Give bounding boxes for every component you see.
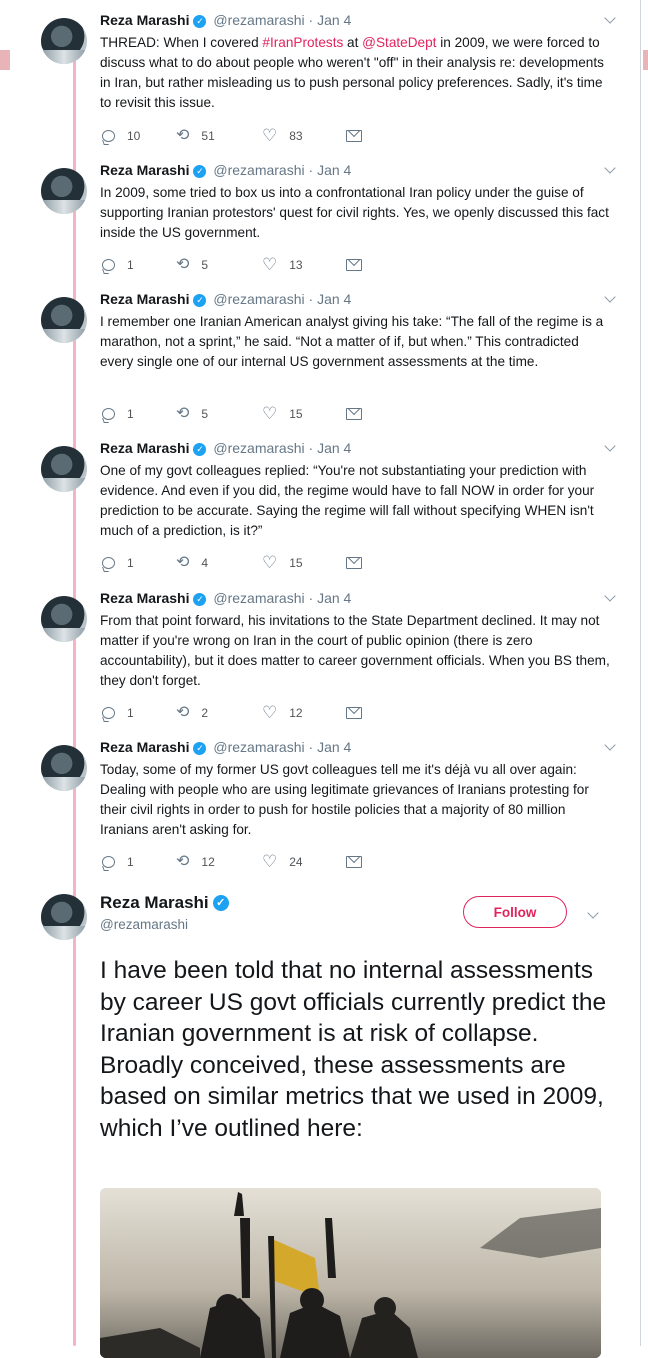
retweet-icon: ⟲ xyxy=(176,127,190,144)
like-button[interactable] xyxy=(262,853,303,871)
tweet-text-part: THREAD: When I covered xyxy=(100,35,263,50)
verified-badge-icon: ✓ xyxy=(193,15,206,28)
retweet-icon: ⟲ xyxy=(176,405,190,422)
envelope-icon xyxy=(346,259,362,271)
avatar[interactable] xyxy=(41,894,87,940)
envelope-icon xyxy=(346,130,362,142)
separator-dot: · xyxy=(308,162,314,178)
author-handle[interactable]: @rezamarashi xyxy=(213,162,305,178)
heart-icon: ♡ xyxy=(262,553,278,572)
retweet-button[interactable] xyxy=(176,704,208,722)
reply-button[interactable] xyxy=(102,704,134,722)
chevron-down-icon[interactable] xyxy=(604,739,615,750)
avatar[interactable] xyxy=(41,18,87,64)
verified-badge-icon: ✓ xyxy=(193,294,206,307)
reply-count: 1 xyxy=(127,258,134,272)
author-handle[interactable]: @rezamarashi xyxy=(213,739,305,755)
main-author-handle[interactable]: @rezamarashi xyxy=(100,917,188,932)
retweet-icon: ⟲ xyxy=(176,256,190,273)
avatar[interactable] xyxy=(41,446,87,492)
tweet-date[interactable]: Jan 4 xyxy=(317,162,352,178)
chevron-down-icon[interactable] xyxy=(604,440,615,451)
dm-button[interactable] xyxy=(346,256,374,274)
avatar[interactable] xyxy=(41,168,87,214)
dm-button[interactable] xyxy=(346,704,374,722)
retweet-count: 12 xyxy=(201,855,215,869)
avatar[interactable] xyxy=(41,745,87,791)
like-button[interactable] xyxy=(262,256,303,274)
like-button[interactable] xyxy=(262,127,303,145)
retweet-button[interactable] xyxy=(176,853,215,871)
tweet-photo[interactable] xyxy=(100,1188,601,1358)
reply-button[interactable] xyxy=(102,554,134,572)
separator-dot: · xyxy=(308,590,314,606)
author-handle[interactable]: @rezamarashi xyxy=(213,12,305,28)
tweet-header xyxy=(100,162,351,178)
retweet-count: 5 xyxy=(201,258,209,272)
dm-button[interactable] xyxy=(346,405,374,423)
envelope-icon xyxy=(346,707,362,719)
retweet-icon: ⟲ xyxy=(176,853,190,870)
separator-dot: · xyxy=(308,739,314,755)
background-page-edge xyxy=(0,50,10,70)
like-button[interactable] xyxy=(262,554,303,572)
retweet-icon: ⟲ xyxy=(176,554,190,571)
retweet-button[interactable] xyxy=(176,127,215,145)
separator-dot: · xyxy=(308,440,314,456)
avatar[interactable] xyxy=(41,297,87,343)
reply-count: 1 xyxy=(127,407,134,421)
envelope-icon xyxy=(346,557,362,569)
author-name[interactable]: Reza Marashi xyxy=(100,739,190,755)
tweet-text: In 2009, some tried to box us into a confrontational Iran policy under the guise of supporting Iranian protestors' quest for civil rights. Yes, we openly discussed this fact inside the US government. xyxy=(100,185,609,240)
author-name[interactable]: Reza Marashi xyxy=(100,893,209,912)
tweet-header xyxy=(100,590,351,606)
like-count: 24 xyxy=(289,855,303,869)
heart-icon: ♡ xyxy=(262,404,278,423)
retweet-count: 4 xyxy=(201,556,209,570)
reply-icon xyxy=(102,557,115,569)
chevron-down-icon[interactable] xyxy=(604,12,615,23)
heart-icon: ♡ xyxy=(262,255,278,274)
like-count: 83 xyxy=(289,129,303,143)
reply-count: 1 xyxy=(127,556,134,570)
heart-icon: ♡ xyxy=(262,703,278,722)
like-count: 15 xyxy=(289,407,303,421)
reply-button[interactable] xyxy=(102,405,134,423)
follow-button[interactable]: Follow xyxy=(463,896,567,928)
tweet-text: I remember one Iranian American analyst giving his take: “The fall of the regime is a marathon, not a sprint,” he said. “Not a matter of if, but when.” This contradicted every single one of our internal US government assessments at the time. xyxy=(100,314,604,369)
tweet-date[interactable]: Jan 4 xyxy=(317,739,352,755)
envelope-icon xyxy=(346,408,362,420)
thread-panel xyxy=(10,0,641,1346)
hashtag-link[interactable]: #IranProtests xyxy=(262,35,344,50)
reply-count: 1 xyxy=(127,855,134,869)
tweet-header xyxy=(100,739,351,755)
chevron-down-icon[interactable] xyxy=(604,162,615,173)
envelope-icon xyxy=(346,856,362,868)
tweet-text-part: in 2009, we were forced to discuss what to do about people who weren't "off" in their analysis re: developments in Iran, but rather misleading us to push personal policy preferences. Sadly, it's time to revisit this issue. xyxy=(100,35,604,110)
tweet-date[interactable]: Jan 4 xyxy=(317,291,352,307)
chevron-down-icon[interactable] xyxy=(587,907,598,918)
verified-badge-icon: ✓ xyxy=(193,443,206,456)
heart-icon: ♡ xyxy=(262,126,278,145)
reply-icon xyxy=(102,707,115,719)
author-handle[interactable]: @rezamarashi xyxy=(213,440,305,456)
tweet-header xyxy=(100,291,351,307)
retweet-icon: ⟲ xyxy=(176,704,190,721)
reply-icon xyxy=(102,856,115,868)
like-button[interactable] xyxy=(262,405,303,423)
reply-icon xyxy=(102,259,115,271)
author-name[interactable]: Reza Marashi xyxy=(100,440,190,456)
like-count: 13 xyxy=(289,258,303,272)
author-name[interactable]: Reza Marashi xyxy=(100,162,190,178)
chevron-down-icon[interactable] xyxy=(604,291,615,302)
author-name[interactable]: Reza Marashi xyxy=(100,12,190,28)
protest-silhouette-image xyxy=(100,1188,601,1358)
verified-badge-icon: ✓ xyxy=(213,895,229,911)
reply-count: 10 xyxy=(127,129,141,143)
verified-badge-icon: ✓ xyxy=(193,742,206,755)
author-name[interactable]: Reza Marashi xyxy=(100,590,190,606)
reply-icon xyxy=(102,408,115,420)
tweet-text: Today, some of my former US govt colleagues tell me it's déjà vu all over again: Dealing with people who are using legitimate grievances of Iranians protesting for their civil rights in order to push for hostile policies that a majority of 80 million Iranians aren't asking for. xyxy=(100,762,589,837)
tweet-date[interactable]: Jan 4 xyxy=(317,590,352,606)
retweet-button[interactable] xyxy=(176,554,208,572)
retweet-count: 5 xyxy=(201,407,209,421)
avatar[interactable] xyxy=(41,596,87,642)
tweet-text-part: at xyxy=(343,35,363,50)
main-tweet-text: I have been told that no internal assessments by career US govt officials currently predict the Iranian government is at risk of collapse. Broadly conceived, these assessments are based on similar metrics that we used in 2009, which I’ve outlined here: xyxy=(100,957,607,1142)
reply-button[interactable] xyxy=(102,853,134,871)
author-handle[interactable]: @rezamarashi xyxy=(213,590,305,606)
author-name[interactable]: Reza Marashi xyxy=(100,291,190,307)
thread-connector-line xyxy=(73,50,76,1346)
separator-dot: · xyxy=(308,12,314,28)
tweet-header xyxy=(100,440,351,456)
tweet-text: From that point forward, his invitations to the State Department declined. It may not matter if you're wrong on Iran in the court of public opinion (there is zero accountability), but it does matter to career government officials. When you BS them, they don't forget. xyxy=(100,613,610,688)
tweet-date[interactable]: Jan 4 xyxy=(317,12,352,28)
reply-count: 1 xyxy=(127,706,134,720)
verified-badge-icon: ✓ xyxy=(193,593,206,606)
reply-button[interactable] xyxy=(102,256,134,274)
retweet-count: 51 xyxy=(201,129,215,143)
like-count: 12 xyxy=(289,706,303,720)
chevron-down-icon[interactable] xyxy=(604,590,615,601)
like-count: 15 xyxy=(289,556,303,570)
separator-dot: · xyxy=(308,291,314,307)
heart-icon: ♡ xyxy=(262,852,278,871)
retweet-button[interactable] xyxy=(176,256,208,274)
reply-button[interactable] xyxy=(102,127,140,145)
retweet-count: 2 xyxy=(201,706,209,720)
tweet-text xyxy=(100,33,610,113)
like-button[interactable] xyxy=(262,704,303,722)
dm-button[interactable] xyxy=(346,853,374,871)
verified-badge-icon: ✓ xyxy=(193,165,206,178)
background-page-edge-right xyxy=(643,50,648,70)
dm-button[interactable] xyxy=(346,127,374,145)
tweet-text: One of my govt colleagues replied: “You're not substantiating your prediction with evidence. And even if you did, the regime would have to fall NOW in order for your prediction to be accurate. Saying the regime will fall without specifying WHEN isn't much of a prediction, is it?” xyxy=(100,463,595,538)
reply-icon xyxy=(102,130,115,142)
retweet-button[interactable] xyxy=(176,405,208,423)
main-author-name xyxy=(100,893,229,913)
tweet-header xyxy=(100,12,351,28)
dm-button[interactable] xyxy=(346,554,374,572)
author-handle[interactable]: @rezamarashi xyxy=(213,291,305,307)
mention-link[interactable]: @StateDept xyxy=(362,35,437,50)
tweet-date[interactable]: Jan 4 xyxy=(317,440,352,456)
